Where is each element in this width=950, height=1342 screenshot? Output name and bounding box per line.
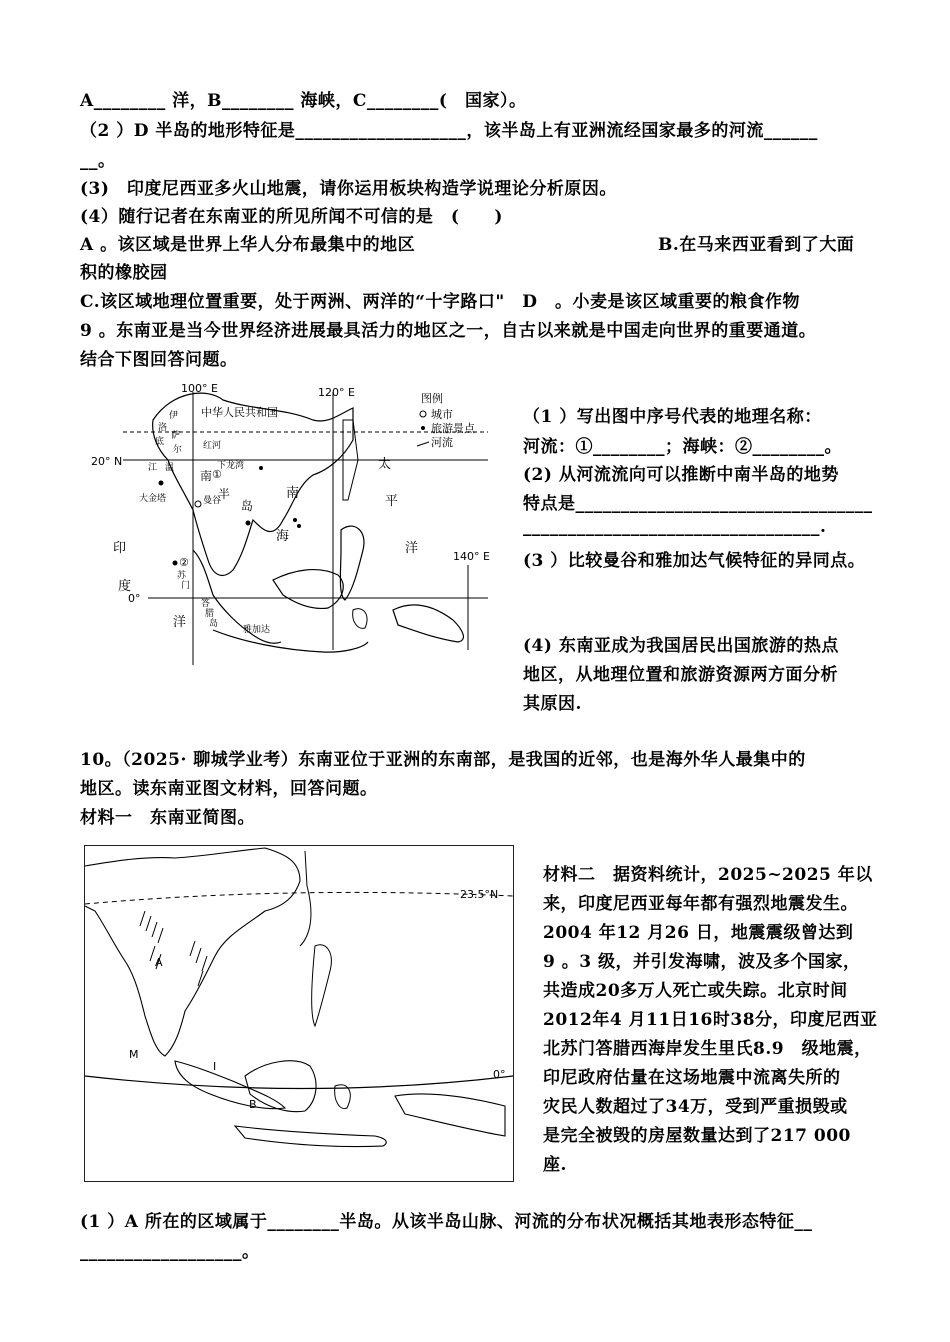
map-label-b: B [249, 1098, 257, 1111]
material-2-line: 灾民人数超过了34万，受到严重损毁或 [543, 1097, 848, 1117]
q9-part4-cont2: 其原因. [523, 694, 582, 714]
q9-stem-cont: 结合下图回答问题。 [80, 350, 238, 370]
label-dao: 岛 [209, 619, 219, 629]
legend-city: 城市 [431, 408, 453, 421]
ha-long-label: 下龙湾 [217, 461, 245, 471]
legend-river: 河流 [431, 436, 453, 449]
tropic-label: 23.5°N [460, 888, 499, 901]
label-su: 苏 [177, 571, 187, 581]
red-river-label: 红河 [203, 441, 222, 451]
material-2-line: 来，印度尼西亚每年都有强烈地震发生。 [543, 894, 858, 914]
q10-map [84, 845, 514, 1182]
marker-2: ② [179, 556, 189, 569]
q9-part1-blanks: 河流：①________；海峡：②________。 [523, 437, 842, 457]
bangkok-marker [195, 501, 201, 507]
legend-scenic: 旅游景点 [431, 422, 475, 435]
q8-part2-cont: __。 [80, 151, 116, 171]
q9-stem: 9 。东南亚是当今世界经济进展最具活力的地区之一，自古以来就是中国走向世界的重要通道。 [80, 321, 817, 341]
q9-map-drawing [91, 380, 493, 670]
q9-part4-cont: 地区，从地理位置和旅游资源两方面分析 [523, 665, 838, 685]
q10-stem-cont: 地区。读东南亚图文材料，回答问题。 [80, 779, 378, 799]
material-2-line: 北苏门答腊西海岸发生里氏8.9 级地震， [543, 1039, 872, 1059]
material-2-line: 印尼政府估量在这场地震中流离失所的 [543, 1068, 841, 1088]
label-sa: 萨 [171, 431, 181, 441]
marker-1: ① [212, 468, 222, 481]
q10-stem: 10。（2025· 聊城学业考）东南亚位于亚洲的东南部，是我国的近邻，也是海外华人最集中的 [80, 750, 806, 770]
q9-part1: （1 ）写出图中序号代表的地理名称： [523, 407, 822, 427]
lat-0-label: 0° [128, 592, 141, 605]
material-2-line: 是完全被毁的房屋数量达到了217 000 [543, 1126, 851, 1146]
q9-part2: (2) 从河流流向可以推断中南半岛的地势 [523, 465, 839, 485]
indian-3: 洋 [173, 615, 187, 630]
pen-1: 南 [200, 469, 213, 483]
lon-120-label: 120° E [318, 386, 355, 399]
scenic-dot [297, 524, 301, 528]
q9-part3: (3 ）比较曼谷和雅加达气候特征的异同点。 [523, 551, 866, 571]
q8-option-b-cont: 积的橡胶园 [80, 263, 168, 283]
scenic-dot [259, 466, 263, 470]
pen-2: 半 [218, 487, 231, 501]
scs-1: 南 [286, 486, 300, 501]
label-la: 腊 [205, 609, 215, 619]
q10-part1: (1 ）A 所在的区域属于________半岛。从该半岛山脉、河流的分布状况概括其地表形态特征__ [80, 1212, 813, 1232]
label-yi: 伊 [169, 411, 179, 421]
label-men: 门 [181, 581, 191, 591]
scenic-dot [293, 518, 297, 522]
bangkok-label: 曼谷 [203, 496, 222, 506]
map-label-i: I [213, 1060, 217, 1073]
legend-scenic-icon [421, 426, 425, 430]
golden-pagoda-marker [159, 481, 164, 486]
label-da: 答 [201, 599, 211, 609]
pacific-2: 平 [385, 494, 399, 509]
golden-pagoda-label: 大金塔 [139, 494, 167, 504]
material-2-line: 共造成20多万人死亡或失踪。北京时间 [543, 981, 848, 1001]
pen-3: 岛 [241, 499, 254, 513]
lat-20-label: 20° N [91, 455, 123, 468]
scenic-dot [173, 561, 178, 566]
pacific-3: 洋 [405, 541, 419, 556]
q9-part2-blank: _________________________________. [523, 517, 827, 537]
label-er: 尔 [173, 445, 183, 455]
lon-140-label: 140° E [453, 550, 490, 563]
material-2-line: 2012年4 月11日16时38分，印度尼西亚 [543, 1010, 878, 1030]
legend-title: 图例 [421, 392, 443, 405]
q8-part2-line: （2 ）D 半岛的地形特征是___________________，该半岛上有亚洲流经国家最多的河流______ [80, 121, 818, 141]
scs-2: 海 [276, 529, 290, 544]
label-di: 底 [155, 437, 165, 447]
jakarta-label: 雅加达 [243, 625, 271, 635]
q8-blanks-line: A________ 洋，B________ 海峡，C________( 国家）。 [80, 91, 527, 111]
q10-map-drawing [85, 846, 513, 1181]
q9-part4: (4) 东南亚成为我国居民出国旅游的热点 [523, 636, 839, 656]
label-luo: 洛 [158, 423, 168, 433]
label-wen: 温 [165, 463, 175, 473]
china-label: 中华人民共和国 [201, 406, 278, 419]
q10-material-1-caption: 材料一 东南亚简图。 [80, 808, 255, 828]
material-2-line: 材料二 据资料统计，2025~2025 年以 [543, 865, 873, 885]
pacific-1: 太 [378, 457, 392, 472]
q8-part4: (4）随行记者在东南亚的所见所闻不可信的是 ( ) [80, 207, 503, 227]
material-2-line: 2004 年12 月26 日，地震震级曾达到 [543, 923, 854, 943]
indian-1: 印 [113, 541, 127, 556]
q9-map [91, 380, 493, 670]
map-label-m: M [129, 1048, 139, 1061]
q8-option-a: A 。该区域是世界上华人分布最集中的地区 [80, 235, 416, 255]
q8-part3: (3) 印度尼西亚多火山地震，请你运用板块构造学说理论分析原因。 [80, 179, 617, 199]
material-2-line: 9 。3 级，并引发海啸，波及多个国家， [543, 952, 861, 972]
label-jiang: 江 [148, 463, 158, 473]
q8-option-b: B.在马来西亚看到了大面 [658, 235, 855, 255]
map-label-a: A [155, 956, 163, 969]
legend-city-icon [420, 411, 426, 417]
indian-2: 度 [118, 579, 132, 594]
equator-label: 0° [493, 1068, 506, 1081]
material-2-line: 座. [543, 1155, 567, 1175]
lon-100-label: 100° E [181, 382, 218, 395]
legend-river-icon [417, 442, 429, 446]
q9-part2-cont: 特点是_________________________________ [523, 494, 873, 514]
scenic-dot [246, 521, 251, 526]
q10-part1-blank: __________________。 [80, 1242, 260, 1262]
q8-option-cd: C.该区域地理位置重要，处于两洲、两洋的“十字路口" D 。小麦是该区域重要的粮食作物 [80, 292, 801, 312]
